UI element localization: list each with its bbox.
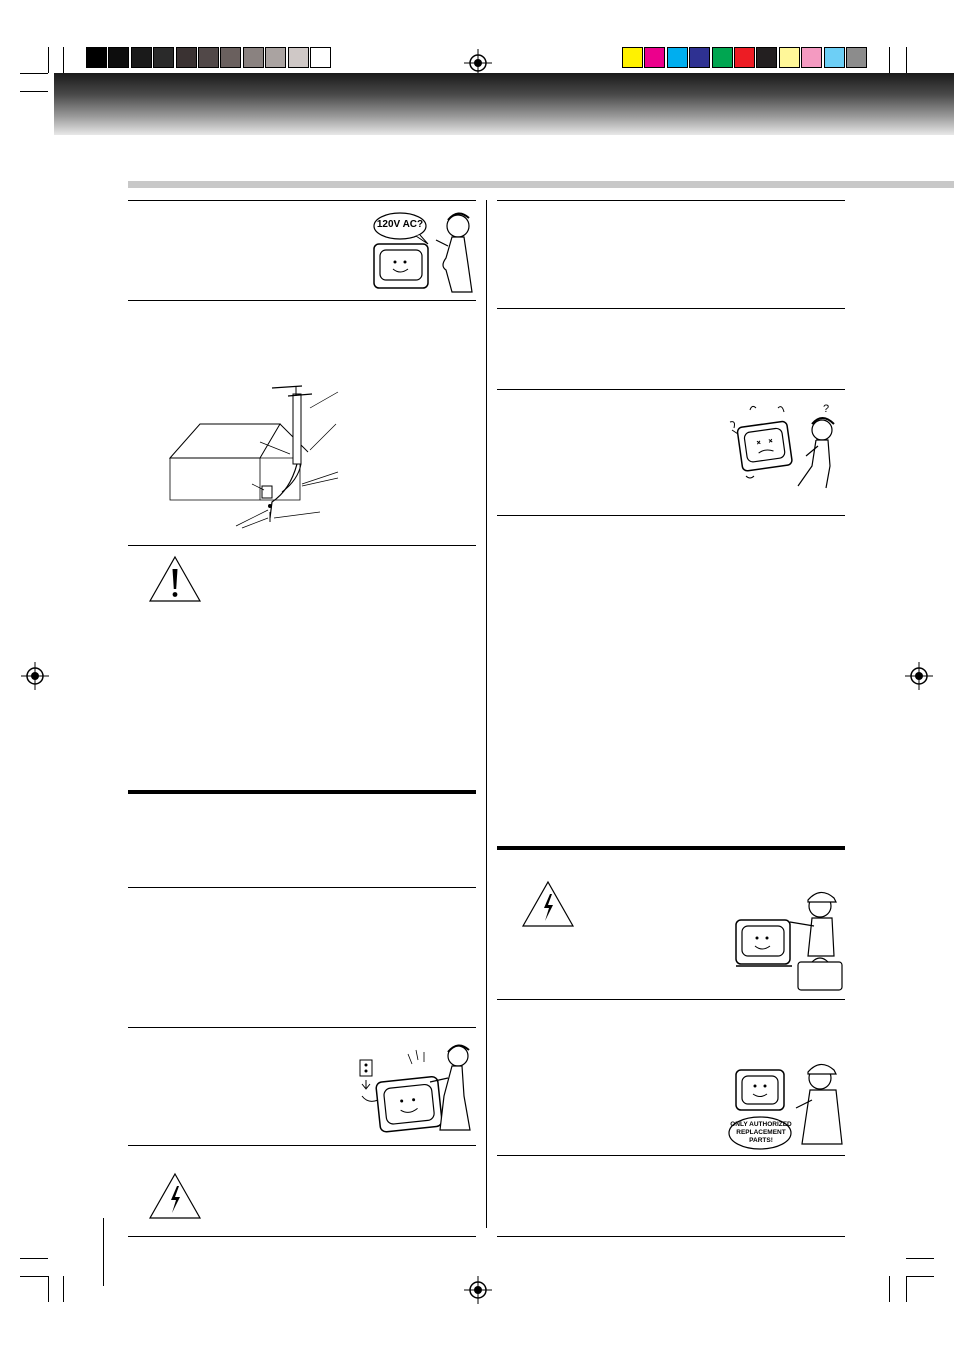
cleaning-unplugged-illustration: [356, 1040, 476, 1136]
color-swatch: [644, 47, 665, 68]
crop-mark: [906, 1258, 934, 1259]
rule: [128, 1145, 476, 1146]
registration-mark-icon: [905, 662, 933, 690]
crop-mark: [20, 1276, 48, 1277]
color-swatch: [176, 47, 197, 68]
crop-mark: [20, 73, 48, 74]
parts-bubble-line: ONLY AUTHORIZED: [730, 1121, 792, 1128]
crop-mark: [63, 1276, 64, 1302]
electric-shock-warning-icon: [148, 1172, 202, 1220]
page-edge-line: [103, 1218, 104, 1286]
color-swatch: [667, 47, 688, 68]
rule: [128, 545, 476, 546]
section-rule: [128, 790, 476, 794]
rule: [497, 1155, 845, 1156]
color-swatch: [622, 47, 643, 68]
section-divider-bar: [128, 181, 954, 188]
rule: [128, 887, 476, 888]
crop-mark: [48, 1276, 49, 1302]
color-swatch: [153, 47, 174, 68]
color-swatch: [265, 47, 286, 68]
color-swatch: [689, 47, 710, 68]
rule: [497, 515, 845, 516]
caution-exclamation-icon: [148, 555, 202, 603]
registration-mark-icon: [21, 662, 49, 690]
rule: [497, 999, 845, 1000]
rule: [128, 300, 476, 301]
crop-mark: [20, 91, 48, 92]
color-swatch: [756, 47, 777, 68]
electric-shock-warning-icon: [521, 880, 575, 928]
registration-mark-icon: [464, 1276, 492, 1304]
color-swatch: [779, 47, 800, 68]
crop-mark: [20, 1258, 48, 1259]
color-swatch: [310, 47, 331, 68]
crop-mark: [889, 1276, 890, 1302]
rule: [497, 200, 845, 201]
parts-bubble-line: PARTS!: [749, 1137, 773, 1144]
crop-mark: [48, 47, 49, 73]
color-swatch: [220, 47, 241, 68]
color-swatch: [243, 47, 264, 68]
crop-mark: [906, 1276, 907, 1302]
rule: [497, 389, 845, 390]
color-swatch: [734, 47, 755, 68]
color-swatch: [801, 47, 822, 68]
header-band: [54, 73, 954, 135]
color-swatch: [824, 47, 845, 68]
crop-mark: [906, 1276, 934, 1277]
crop-mark: [906, 47, 907, 73]
crop-mark: [889, 47, 890, 73]
color-swatch: [712, 47, 733, 68]
rule: [128, 1027, 476, 1028]
color-swatch: [288, 47, 309, 68]
svg-text:?: ?: [823, 403, 830, 415]
color-swatch: [198, 47, 219, 68]
rule: [497, 1236, 845, 1237]
column-divider: [486, 200, 487, 1228]
color-swatch: [846, 47, 867, 68]
section-rule: [497, 846, 845, 850]
antenna-grounding-diagram: [160, 380, 350, 530]
color-swatch: [86, 47, 107, 68]
parts-bubble-line: REPLACEMENT: [736, 1129, 786, 1136]
color-swatch: [108, 47, 129, 68]
rule: [128, 1236, 476, 1237]
rule: [497, 308, 845, 309]
voltage-bubble-text: 120V AC?: [376, 219, 424, 230]
service-technician-illustration: [734, 886, 846, 992]
damaged-tv-illustration: [726, 400, 846, 492]
color-swatch: [131, 47, 152, 68]
crop-mark: [63, 47, 64, 73]
rule: [128, 200, 476, 201]
parts-bubble-text: [730, 1121, 792, 1145]
